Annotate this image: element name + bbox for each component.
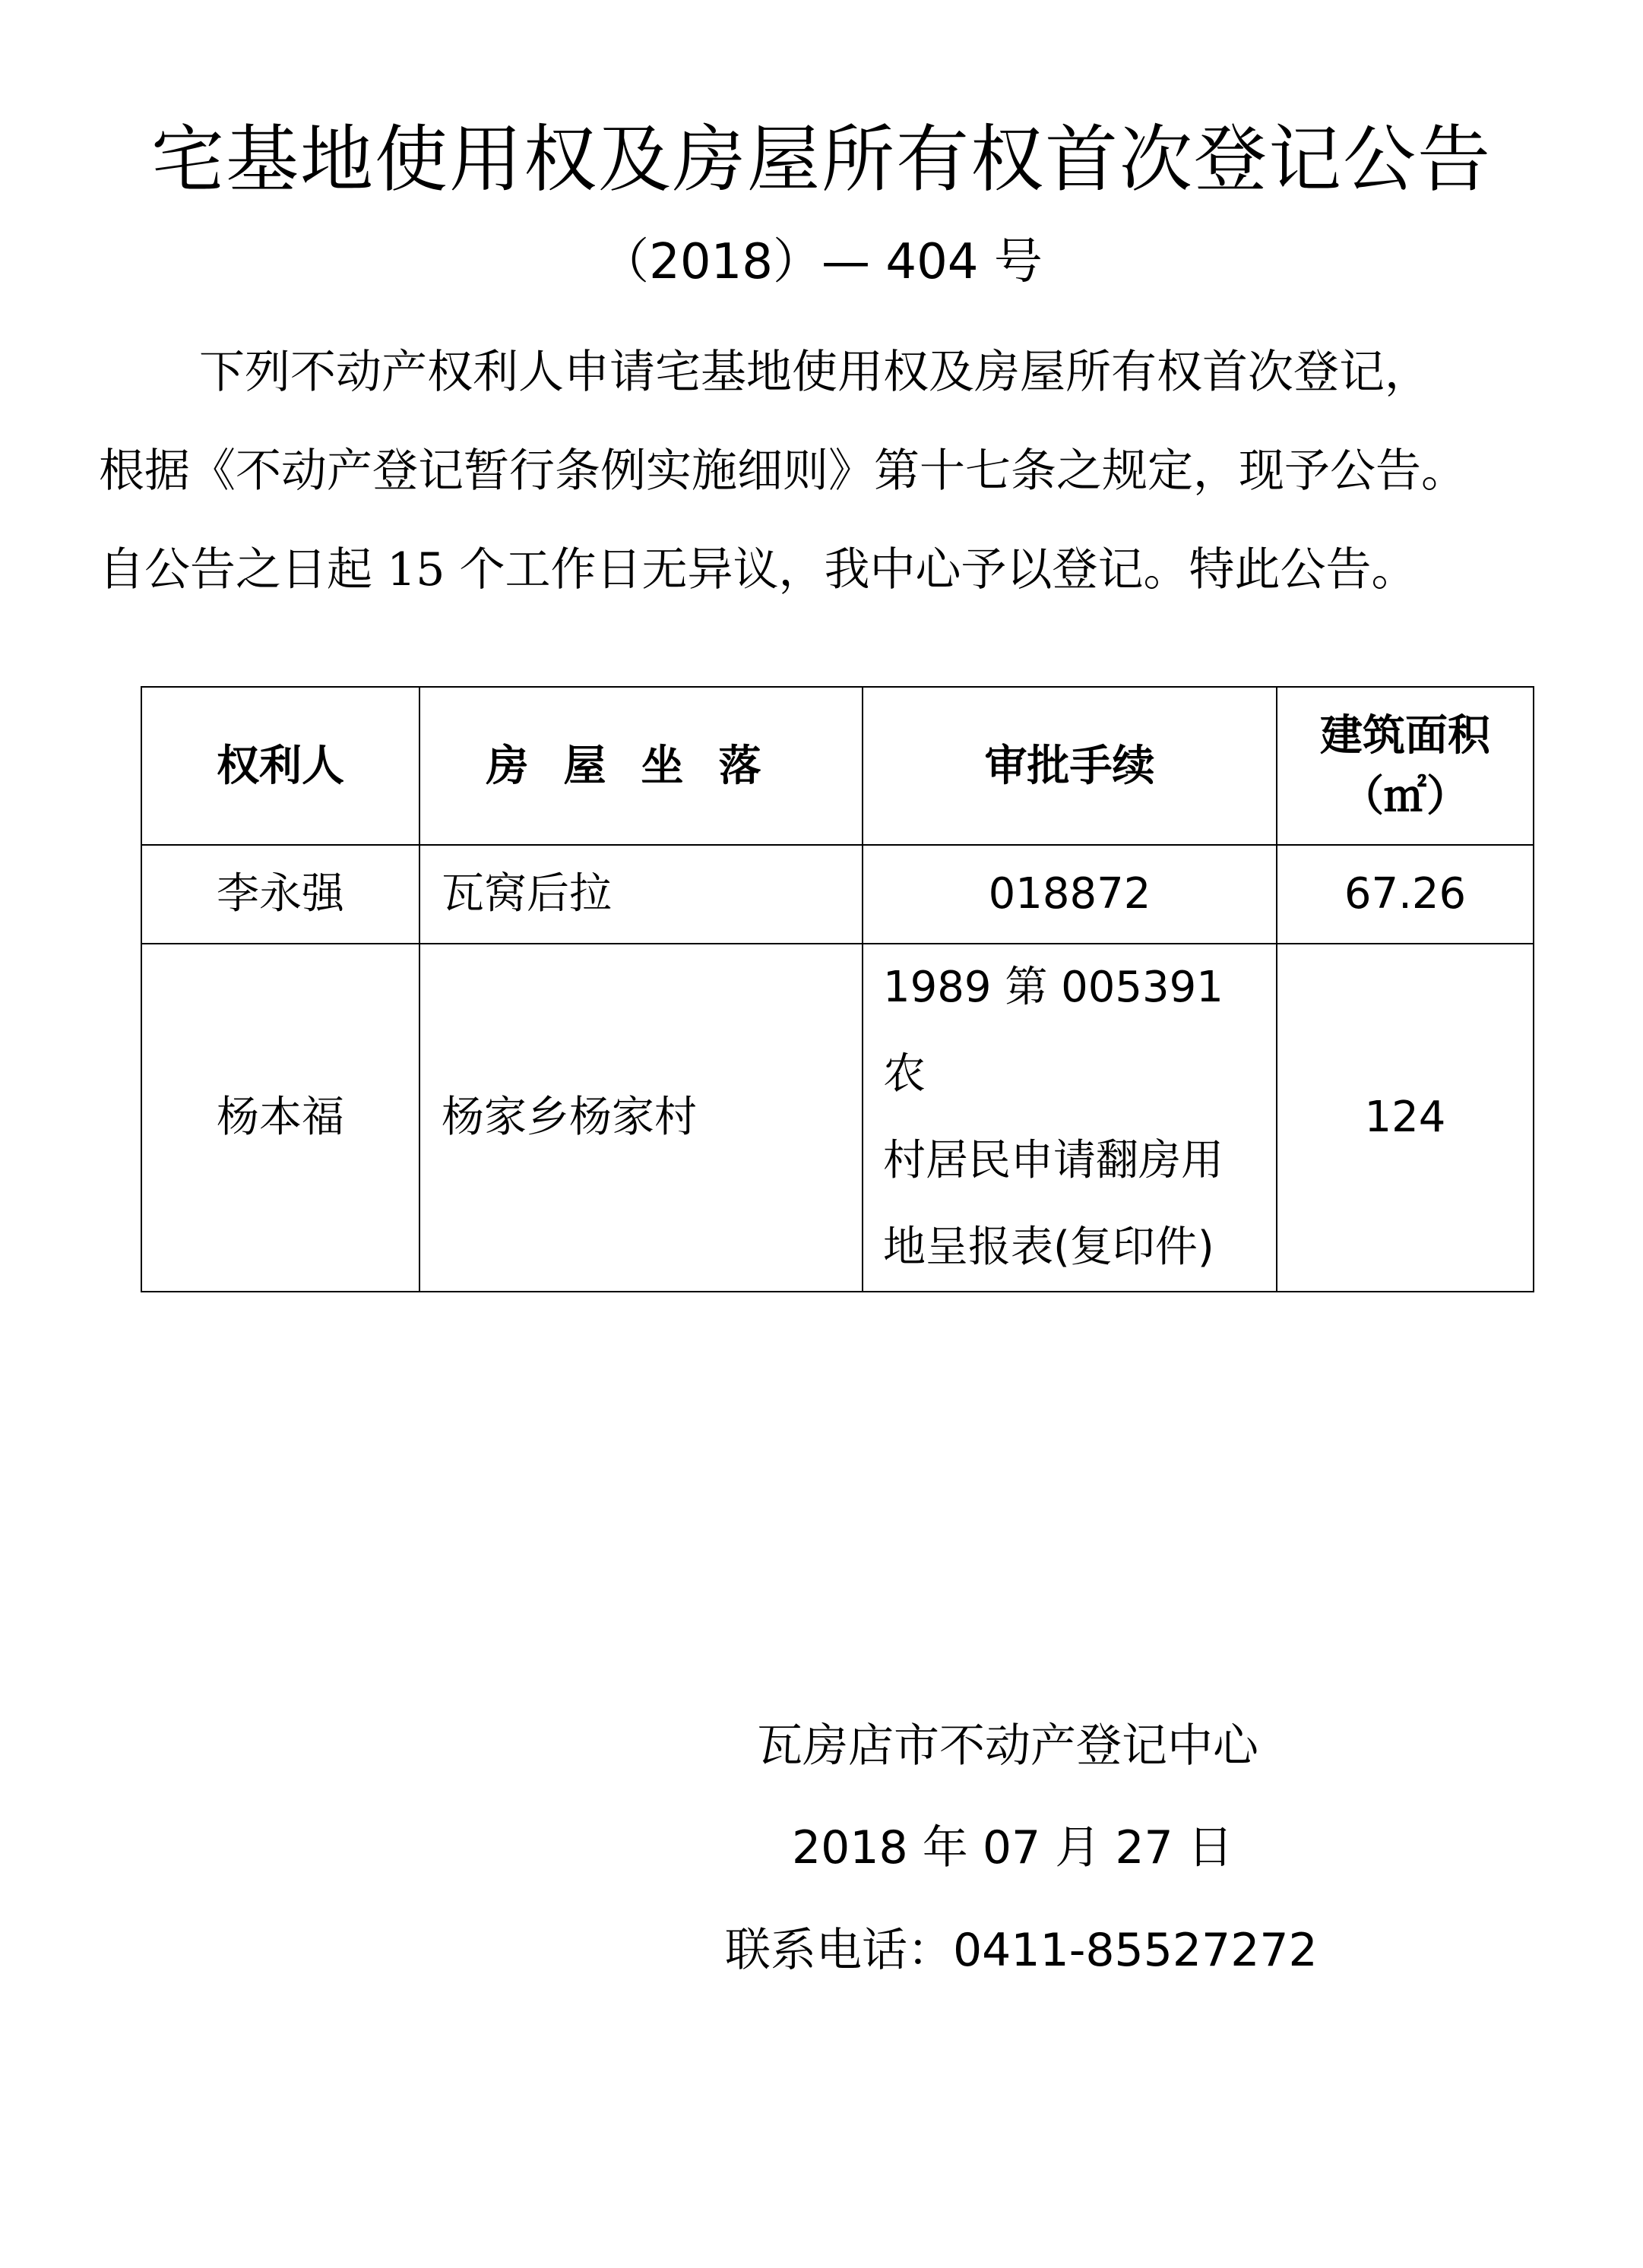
cell-approval-line-2: 村居民申请翻房用 bbox=[883, 1136, 1224, 1185]
notice-paragraph-line-1: 下列不动产权利人申请宅基地使用权及房屋所有权首次登记， bbox=[199, 346, 1430, 399]
cell-owner: 杨本福 bbox=[141, 944, 419, 1292]
header-area-line-2: （㎡） bbox=[1341, 771, 1469, 821]
cell-location: 杨家乡杨家村 bbox=[419, 944, 863, 1292]
cell-approval bbox=[863, 944, 1277, 1292]
issue-date: 2018 年 07 月 27 日 bbox=[792, 1821, 1233, 1874]
cell-approval: 018872 bbox=[863, 845, 1277, 944]
notice-paragraph-line-2: 根据《不动产登记暂行条例实施细则》第十七条之规定，现予公告。 bbox=[99, 444, 1467, 498]
cell-area: 67.26 bbox=[1277, 845, 1534, 944]
cell-location: 瓦窝后拉 bbox=[419, 845, 863, 944]
header-location-label: 房屋坐落 bbox=[486, 741, 796, 791]
cell-area: 124 bbox=[1277, 944, 1534, 1292]
header-location bbox=[419, 687, 863, 845]
table-row bbox=[141, 944, 1534, 1292]
header-area-line-1: 建筑面积 bbox=[1320, 710, 1490, 761]
notice-paragraph-line-3: 自公告之日起 15 个工作日无异议，我中心予以登记。特此公告。 bbox=[99, 543, 1417, 596]
document-number: （2018）— 404 号 bbox=[600, 234, 1043, 290]
contact-phone: 联系电话：0411-85527272 bbox=[725, 1924, 1318, 1977]
cell-approval-line-3: 地呈报表(复印件) bbox=[883, 1223, 1214, 1272]
registration-table bbox=[141, 686, 1534, 1292]
table-row bbox=[141, 845, 1534, 944]
header-approval: 审批手续 bbox=[863, 687, 1277, 845]
notice-title: 宅基地使用权及房屋所有权首次登记公告 bbox=[151, 117, 1492, 202]
header-owner: 权利人 bbox=[141, 687, 419, 845]
table-header-row bbox=[141, 687, 1534, 845]
cell-owner: 李永强 bbox=[141, 845, 419, 944]
issuing-organization: 瓦房店市不动产登记中心 bbox=[757, 1719, 1258, 1773]
header-area bbox=[1277, 687, 1534, 845]
cell-approval-line-1: 1989 第 005391 农 bbox=[883, 963, 1224, 1099]
